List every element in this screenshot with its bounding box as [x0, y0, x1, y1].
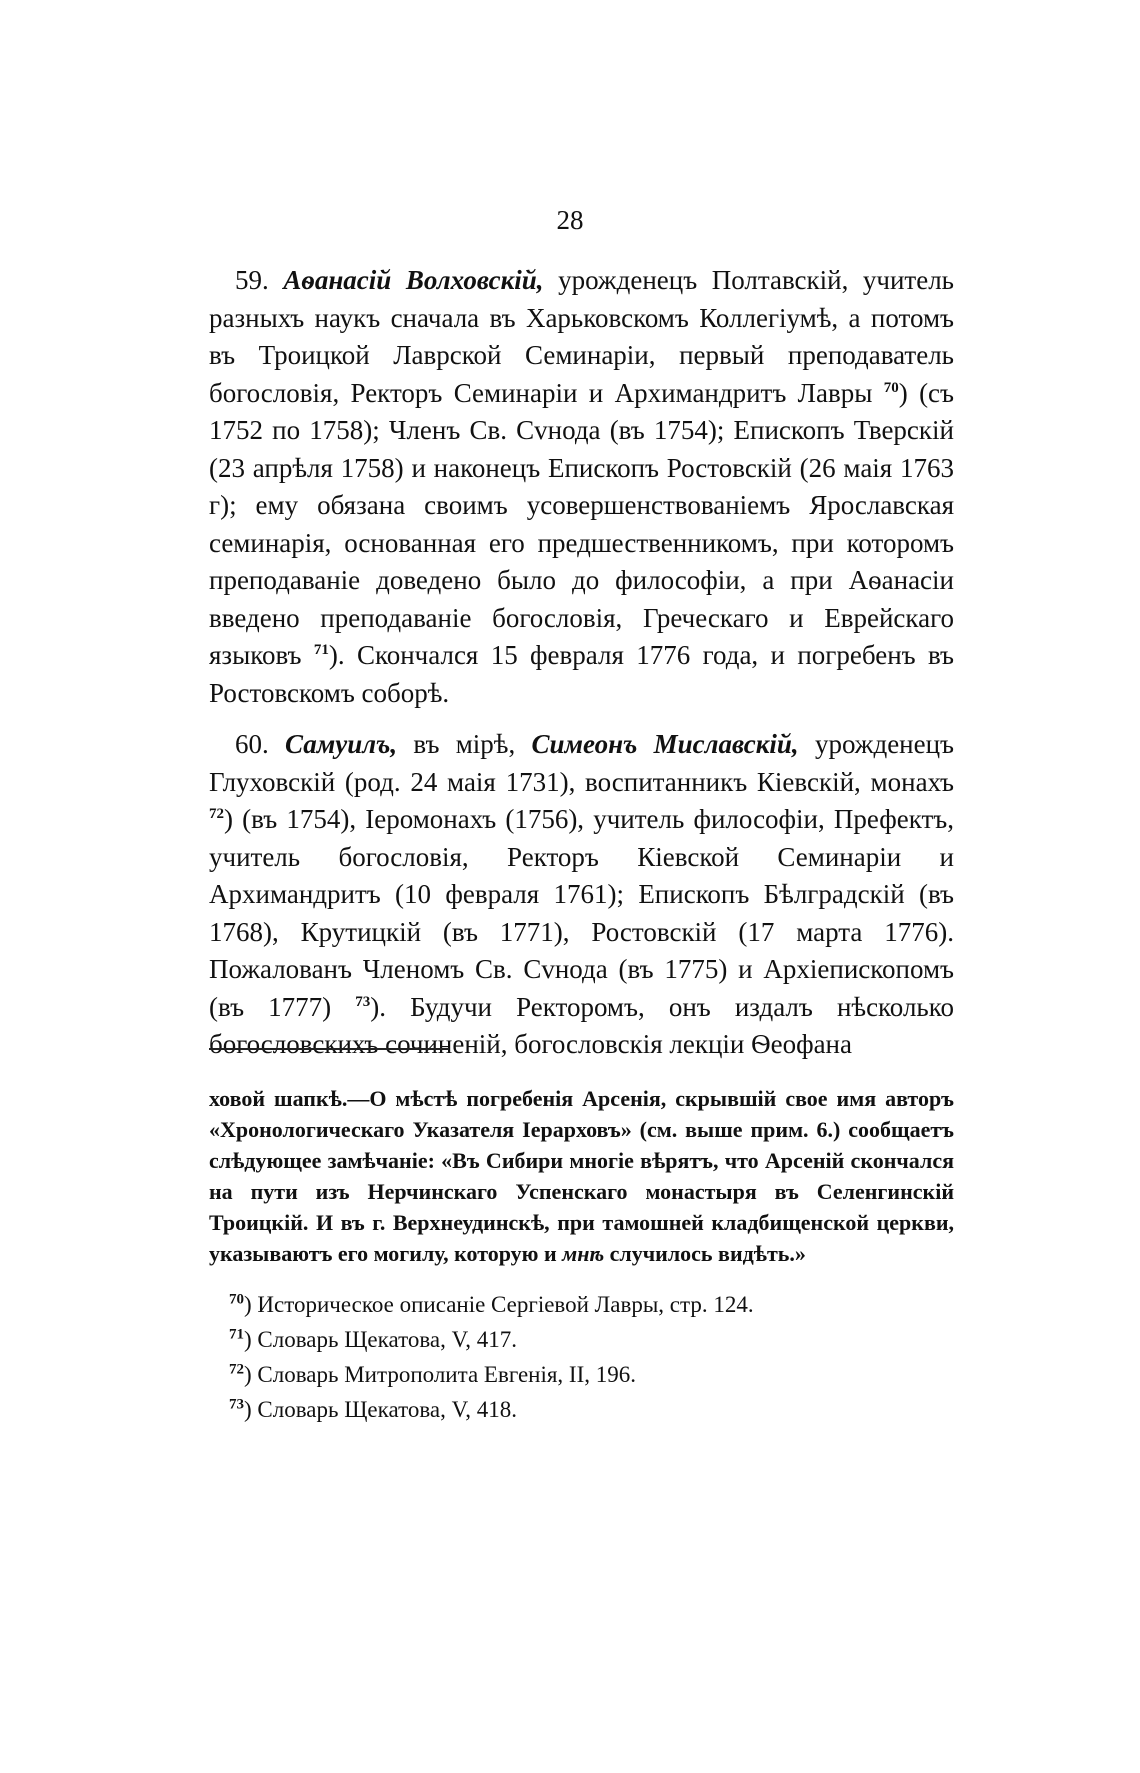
- footnote-text: ) Словарь Митрополита Евгенія, II, 196.: [244, 1362, 636, 1387]
- paragraph-text: (въ 1754), Іеромонахъ (1756), учитель философіи, Префектъ, учитель богословія, Ректоръ Кіевской Семинаріи и Архимандритъ (10 февраля 1761); Епископъ Бѣлградскій (въ 1768), Крутицкій (въ 1771), Ростовскій (17 марта 1776). Пожалованъ Членомъ Св. Сvнода (въ 1775) и Архіепископомъ (въ 1777): [209, 804, 954, 1022]
- footnote-mark: 70: [229, 1291, 244, 1308]
- footnotes: [209, 1083, 954, 1427]
- footnote-continuation: [209, 1083, 954, 1269]
- footnote-italic: мнѣ: [562, 1241, 605, 1266]
- footnote-ref: 71: [313, 642, 329, 658]
- paragraph-number: 59.: [235, 265, 269, 295]
- footnote-text: ) Словарь Щекатова, V, 418.: [244, 1397, 517, 1422]
- footnote-divider: [209, 1048, 449, 1050]
- footnote-text: ховой шапкѣ.—О мѣстѣ погребенія Арсенія, скрывшій свое имя авторъ «Хронологическаго Указателя Іерарховъ» (см. выше прим. 6.) сообщаетъ слѣдующее замѣчаніе: «Въ Сибири многіе вѣрятъ, что Арсеній скончался на пути изъ Нерчинскаго Успенскаго монастыря въ Селенгинскій Троицкій. И въ г. Верхнеудинскѣ, при тамошней кладбищенской церкви, указываютъ его могилу, которую и: [209, 1086, 954, 1266]
- footnote-text: ) Историческое описаніе Сергіевой Лавры, стр. 124.: [244, 1292, 754, 1317]
- paragraph-text: въ мірѣ,: [413, 729, 516, 759]
- paragraph-text: урожденецъ Глуховскій (род. 24 маія 1731), воспитанникъ Кіевскій, монахъ: [209, 729, 955, 797]
- paragraph-text: (съ 1752 по 1758); Членъ Св. Сvнода (въ 1754); Епископъ Тверскій (23 апрѣля 1758) и наконецъ Епископъ Ростовскій (26 маія 1763 г); ему обязана своимъ усовершенствованіемъ Ярославская семинарія, основанная его предшественникомъ, при которомъ преподаваніе доведено было до философіи, а при Аѳанасіи введено преподаваніе богословія, Греческаго и Еврейскаго языковъ: [209, 377, 954, 670]
- paragraph-text: . Будучи Ректоромъ, онъ издалъ нѣсколько богословскихъ сочиненій, богословскія лекціи Ѳеофана: [209, 991, 954, 1059]
- footnote-ref: 70: [883, 379, 899, 396]
- footnote-text: случилось видѣть.»: [609, 1241, 806, 1266]
- footnote-73: [229, 1392, 954, 1427]
- footnote-ref: 73: [355, 993, 371, 1010]
- paragraph-text: ). Скончался 15 февраля 1776 года, и погребенъ въ Ростовскомъ соборѣ.: [209, 640, 954, 708]
- person-secular-name: Симеонъ Миславскій,: [531, 729, 799, 759]
- paragraph-text: урожденецъ Полтавскій, учитель разныхъ наукъ сначала въ Харьковскомъ Коллегіумѣ, а потомъ въ Троицкой Лаврской Семинаріи, первый преподаватель богословія, Ректоръ Семинаріи и Архимандритъ Лавры: [209, 265, 954, 408]
- paragraph-59: 59. Аѳанасій Волховскій, урожденецъ Полтавскій, учитель разныхъ наукъ сначала въ Харьковскомъ Коллегіумѣ, а потомъ въ Троицкой Лаврской Семинаріи, первый преподаватель богословія, Ректоръ Семинаріи и Архимандритъ Лавры $^{70}$) (съ 1752 по 1758); Членъ Св. Сvнода (въ 1754); Епископъ Тверскій (23 апрѣля 1758) и наконецъ Епископъ Ростовскій (26 маія 1763 г); ему обязана своимъ усовершенствованіемъ Ярославская семинарія, основанная его предшественникомъ, при которомъ преподаваніе доведено было до философіи, а при Аѳанасіи введено преподаваніе богословія, Греческаго и Еврейскаго языковъ $^{71}$). Скончался 15 февраля 1776 года, и погребенъ въ Ростовскомъ соборѣ.: [209, 265, 954, 708]
- footnote-71: [229, 1322, 954, 1357]
- paragraph-60: 60. Самуилъ, въ мірѣ, Симеонъ Миславскій, урожденецъ Глуховскій (род. 24 маія 1731), воспитанникъ Кіевскій, монахъ $^{72}$) (въ 1754), Іеромонахъ (1756), учитель философіи, Префектъ, учитель богословія, Ректоръ Кіевской Семинаріи и Архимандритъ (10 февраля 1761); Епископъ Бѣлградскій (въ 1768), Крутицкій (въ 1771), Ростовскій (17 марта 1776). Пожалованъ Членомъ Св. Сvнода (въ 1775) и Архіепископомъ (въ 1777) $^{73}$). Будучи Ректоромъ, онъ издалъ нѣсколько богословскихъ сочиненій, богословскія лекціи Ѳеофана: [209, 729, 955, 1059]
- footnote-mark: 72: [229, 1361, 244, 1378]
- footnote-text: ) Словарь Щекатова, V, 417.: [244, 1327, 517, 1352]
- body-text: [209, 262, 954, 1064]
- footnote-mark: 71: [229, 1326, 244, 1343]
- footnote-72: [229, 1357, 954, 1392]
- footnote-ref: 72: [209, 806, 224, 822]
- person-name: Самуилъ,: [285, 729, 398, 759]
- paragraph-number: 60.: [235, 729, 269, 759]
- footnote-70: [229, 1287, 954, 1322]
- person-name: Аѳанасій Волховскій,: [283, 265, 544, 295]
- page-number: 28: [556, 205, 584, 235]
- footnote-mark: 73: [229, 1396, 244, 1413]
